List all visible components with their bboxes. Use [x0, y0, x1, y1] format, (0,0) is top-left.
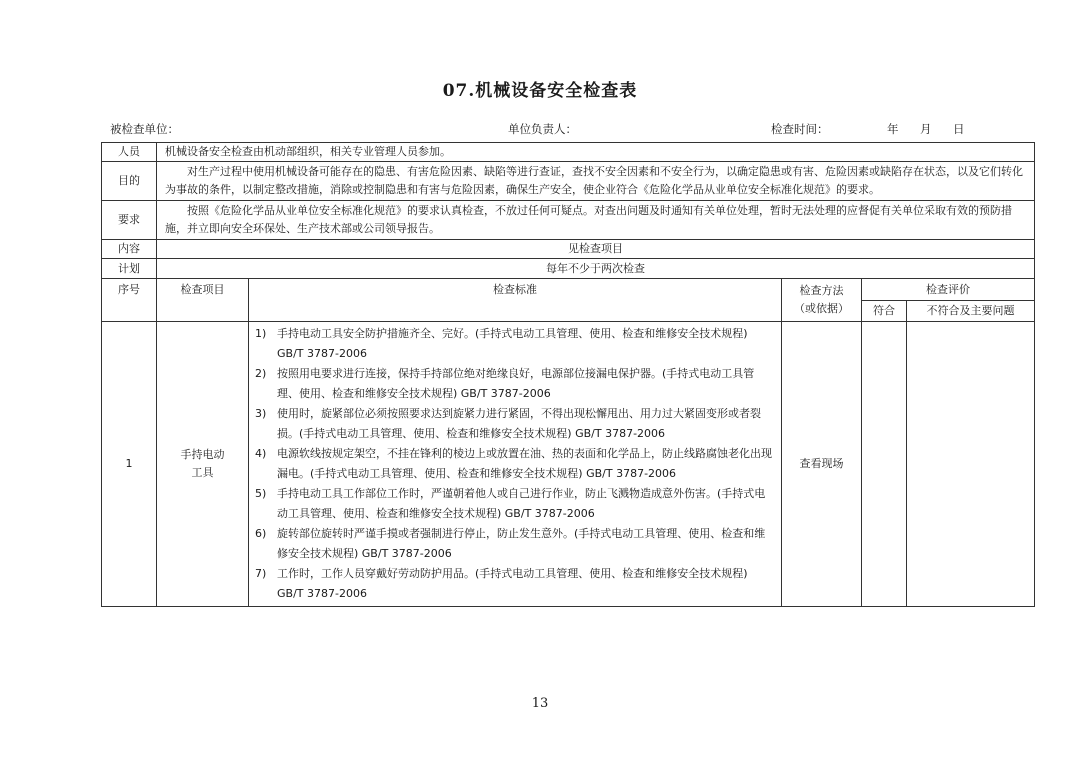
entry-method: 查看现场	[782, 322, 862, 607]
entry-item	[157, 322, 249, 607]
content-label: 内容	[102, 240, 157, 259]
standard-text: 工作时，工作人员穿戴好劳动防护用品。(手持式电动工具管理、使用、检查和维修安全技术规程) GB/T 3787-2006	[277, 567, 748, 600]
standard-num: 6)	[255, 527, 267, 540]
list-item	[255, 524, 775, 564]
year-label: 年	[887, 122, 899, 136]
personnel-row	[102, 143, 1035, 162]
standard-header: 检查标准	[249, 279, 782, 322]
list-item	[255, 404, 775, 444]
standard-text: 使用时，旋紧部位必须按照要求达到旋紧力进行紧固，不得出现松懈甩出、用力过大紧固变形或者裂损。(手持式电动工具管理、使用、检查和维修安全技术规程) GB/T 3787-2006	[277, 407, 761, 440]
standard-text: 电源软线按规定架空，不挂在锋利的棱边上或放置在油、热的表面和化学品上，防止线路腐蚀老化出现漏电。(手持式电动工具管理、使用、检查和维修安全技术规程) GB/T 3787-2006	[277, 447, 772, 480]
item-header: 检查项目	[157, 279, 249, 322]
standard-num: 1)	[255, 327, 267, 340]
standard-num: 2)	[255, 367, 267, 380]
entry-conform-cell[interactable]	[862, 322, 907, 607]
content-row	[102, 240, 1035, 259]
inspected-unit-label: 被检查单位：	[110, 122, 179, 136]
standard-text: 手持电动工具安全防护措施齐全、完好。(手持式电动工具管理、使用、检查和维修安全技术规程) GB/T 3787-2006	[277, 327, 748, 360]
entry-item-line2: 工具	[191, 466, 214, 479]
header-row-1	[102, 279, 1035, 301]
purpose-text: 对生产过程中使用机械设备可能存在的隐患、有害危险因素、缺陷等进行查证，查找不安全因素和不安全行为，以确定隐患或有害、危险因素或缺陷存在状态，以及它们转化为事故的条件，以制定整改措施，消除或控制隐患和有害与危险因素，确保生产安全，使企业符合《危险化学品从业单位安全标准化规范》的要求。	[157, 162, 1035, 201]
check-time-label: 检查时间：	[771, 122, 829, 136]
entry-nonconform-cell[interactable]	[907, 322, 1035, 607]
method-header	[782, 279, 862, 322]
entry-standards	[249, 322, 782, 607]
list-item	[255, 324, 775, 364]
content-text: 见检查项目	[157, 240, 1035, 259]
day-label: 日	[953, 122, 965, 136]
standard-text: 旋转部位旋转时严谨手摸或者强制进行停止，防止发生意外。(手持式电动工具管理、使用、检查和维修安全技术规程) GB/T 3787-2006	[277, 527, 766, 560]
conform-header: 符合	[862, 301, 907, 322]
personnel-text: 机械设备安全检查由机动部组织，相关专业管理人员参加。	[157, 143, 1035, 162]
inspection-table	[101, 142, 1035, 607]
page-number: 13	[531, 696, 549, 711]
plan-label: 计划	[102, 259, 157, 279]
entry-item-line1: 手持电动	[180, 448, 225, 461]
method-header-line2: （或依据）	[794, 302, 849, 315]
list-item	[255, 484, 775, 524]
list-item	[255, 444, 775, 484]
month-label: 月	[920, 122, 932, 136]
evaluation-header: 检查评价	[862, 279, 1035, 301]
page-title: 07.机械设备安全检查表	[442, 81, 638, 101]
purpose-label: 目的	[102, 162, 157, 201]
standard-text: 按照用电要求进行连接，保持手持部位绝对绝缘良好，电源部位接漏电保护器。(手持式电动工具管理、使用、检查和维修安全技术规程) GB/T 3787-2006	[277, 367, 755, 400]
standard-num: 5)	[255, 487, 267, 500]
list-item	[255, 364, 775, 404]
table-row	[102, 322, 1035, 607]
plan-row	[102, 259, 1035, 279]
requirement-row	[102, 201, 1035, 240]
method-header-line1: 检查方法	[799, 284, 844, 297]
plan-text: 每年不少于两次检查	[157, 259, 1035, 279]
list-item	[255, 564, 775, 604]
responsible-person-label: 单位负责人：	[508, 122, 577, 136]
standard-num: 3)	[255, 407, 267, 420]
standard-text: 手持电动工具工作部位工作时，严谨朝着他人或自己进行作业，防止飞溅物造成意外伤害。(手持式电动工具管理、使用、检查和维修安全技术规程) GB/T 3787-2006	[277, 487, 766, 520]
entry-seq: 1	[102, 322, 157, 607]
personnel-label: 人员	[102, 143, 157, 162]
seq-header: 序号	[102, 279, 157, 322]
standard-num: 4)	[255, 447, 267, 460]
nonconform-header: 不符合及主要问题	[907, 301, 1035, 322]
standard-num: 7)	[255, 567, 267, 580]
requirement-text: 按照《危险化学品从业单位安全标准化规范》的要求认真检查，不放过任何可疑点。对查出问题及时通知有关单位处理，暂时无法处理的应督促有关单位采取有效的预防措施，并立即向安全环保处、生产技术部或公司领导报告。	[157, 201, 1035, 240]
purpose-row	[102, 162, 1035, 201]
requirement-label: 要求	[102, 201, 157, 240]
